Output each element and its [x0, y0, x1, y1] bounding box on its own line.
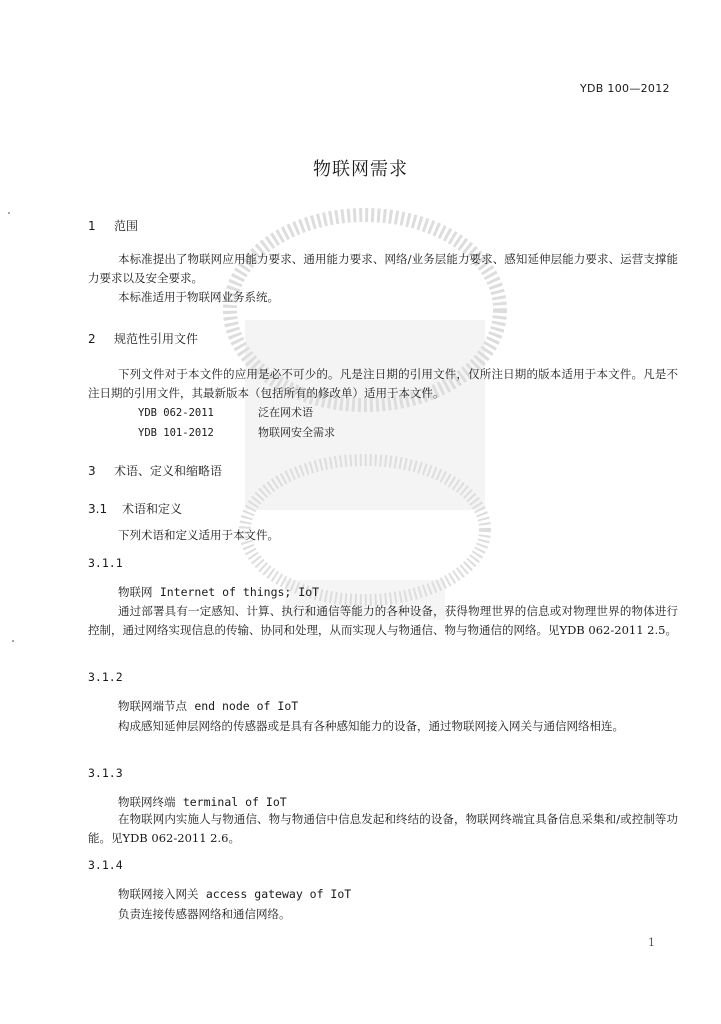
term-number: 3.1.4: [88, 858, 123, 872]
term-chinese: 物联网端节点: [118, 699, 187, 713]
scan-speck: [12, 640, 14, 642]
section-number: 2: [88, 332, 96, 346]
term-english: Internet of things; IoT: [159, 585, 320, 599]
document-title: 物联网需求: [313, 159, 408, 180]
term-number: 3.1.2: [88, 670, 123, 684]
term-heading: [118, 584, 319, 600]
term-heading: [118, 886, 351, 902]
standard-code: YDB 100—2012: [580, 82, 670, 95]
term-english: terminal of IoT: [182, 795, 287, 809]
reference-code: YDB 062-2011: [138, 407, 214, 419]
reference-code: YDB 101-2012: [138, 427, 214, 439]
scan-speck: [8, 212, 10, 214]
section-title: 范围: [114, 219, 139, 233]
section-3-1-heading: [88, 500, 182, 517]
section-3-heading: [88, 462, 222, 479]
section-1-paragraph-1: 本标准提出了物联网应用能力要求、通用能力要求、网络/业务层能力要求、感知延伸层能力要求、运营支撑能力要求以及安全要求。: [88, 252, 678, 285]
reference-name: 物联网安全需求: [258, 426, 335, 439]
reference-name: 泛在网术语: [258, 406, 313, 419]
page-number: 1: [648, 936, 655, 949]
term-definition: 负责连接传感器网络和通信网络。: [118, 907, 291, 921]
section-2-heading: [88, 330, 198, 347]
reference-row: [138, 424, 335, 440]
term-heading: [118, 698, 298, 714]
section-title: 规范性引用文件: [114, 332, 199, 346]
term-definition: 通过部署具有一定感知、计算、执行和通信等能力的各种设备，获得物理世界的信息或对物理世界的物体进行控制，通过网络实现信息的传输、协同和处理，从而实现人与物通信、物与物通信的网络。见YDB 062-2011 2.5。: [88, 604, 678, 637]
section-title: 术语、定义和缩略语: [114, 464, 223, 478]
term-english: end node of IoT: [194, 699, 299, 713]
section-number: 1: [88, 219, 96, 233]
term-chinese: 物联网终端: [118, 795, 176, 809]
reference-row: [138, 404, 313, 420]
term-definition: 在物联网内实施人与物通信、物与物通信中信息发起和终结的设备，物联网终端宜具备信息采集和/或控制等功能。见YDB 062-2011 2.6。: [88, 812, 678, 845]
section-1-heading: [88, 217, 138, 234]
term-definition: 构成感知延伸层网络的传感器或是具有各种感知能力的设备，通过物联网接入网关与通信网络相连。: [118, 719, 624, 733]
section-title: 术语和定义: [122, 502, 183, 516]
section-1-paragraph-2: 本标准适用于物联网业务系统。: [118, 290, 279, 304]
term-heading: [118, 794, 287, 810]
term-number: 3.1.1: [88, 556, 123, 570]
section-number: 3: [88, 464, 96, 478]
section-number: 3.1: [88, 502, 108, 516]
term-english: access gateway of IoT: [205, 887, 352, 901]
section-3-1-intro: 下列术语和定义适用于本文件。: [118, 528, 279, 542]
section-2-paragraph-1: 下列文件对于本文件的应用是必不可少的。凡是注日期的引用文件，仅所注日期的版本适用于本文件。凡是不注日期的引用文件，其最新版本（包括所有的修改单）适用于本文件。: [88, 367, 678, 400]
term-chinese: 物联网: [118, 585, 153, 599]
term-chinese: 物联网接入网关: [118, 887, 199, 901]
term-number: 3.1.3: [88, 766, 123, 780]
